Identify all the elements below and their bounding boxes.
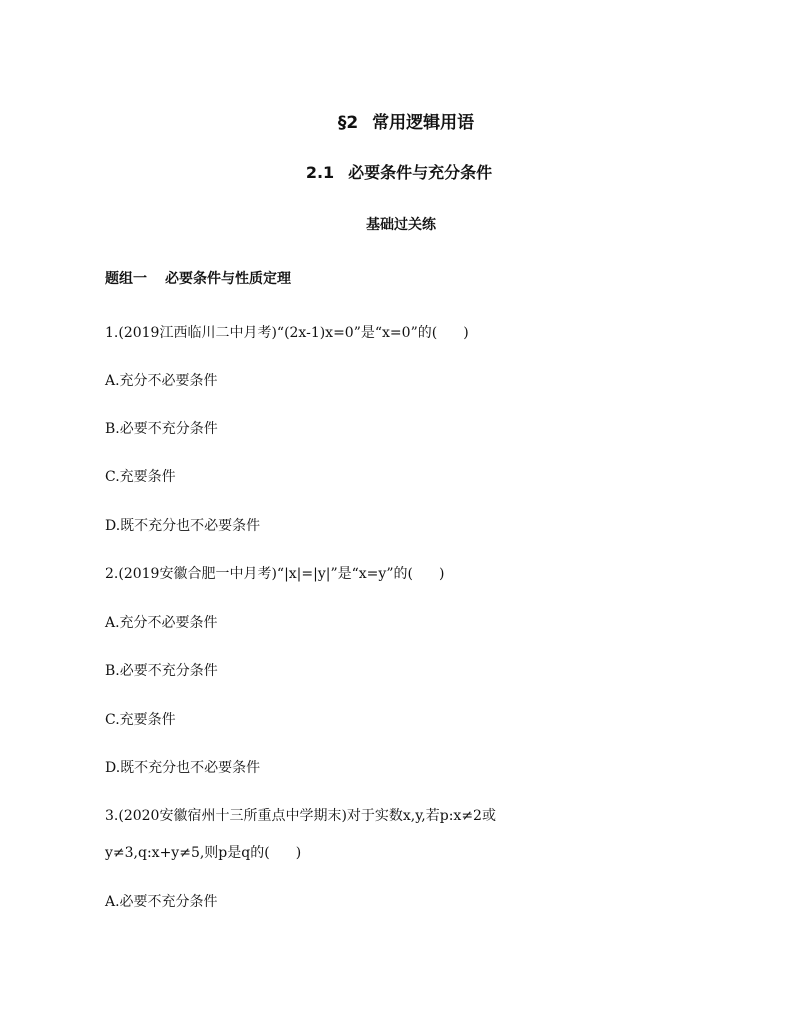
answer-paren-close: ) [295,845,302,861]
question-2-option-c: C.充要条件 [105,712,176,728]
question-2-option-d: D.既不充分也不必要条件 [105,760,261,776]
question-1-option-b: B.必要不充分条件 [105,421,218,437]
question-3-stem-line2 [105,842,301,862]
question-1-text: 1.(2019江西临川二中月考)“(2x-1)x=0”是“x=0”的( [105,325,438,341]
question-3-option-a: A.必要不充分条件 [105,894,218,910]
subsection-number: 2.1 [305,163,335,182]
question-2-text: 2.(2019安徽合肥一中月考)“|x|=|y|”是“x=y”的( [105,566,413,582]
section-heading [0,108,794,133]
section-number: §2 [337,113,359,133]
question-2-stem [105,563,444,583]
exercise-title: 基础过关练 [366,217,436,233]
answer-paren-close: ) [438,566,445,582]
group-heading [105,268,291,288]
question-1-option-a: A.充分不必要条件 [105,373,218,389]
question-3-stem: 3.(2020安徽宿州十三所重点中学期末)对于实数x,y,若p:x≠2或 [105,808,496,824]
question-2-option-b: B.必要不充分条件 [105,663,218,679]
subsection-heading [0,160,794,183]
group-label: 题组一 [105,271,147,287]
group-title: 必要条件与性质定理 [165,271,291,287]
question-3-text-line2: y≠3,q:x+y≠5,则p是q的( [105,845,270,861]
answer-paren-close: ) [463,325,469,341]
question-1-option-c: C.充要条件 [105,469,176,485]
question-2-option-a: A.充分不必要条件 [105,615,218,631]
question-1-stem [105,322,469,342]
question-1-option-d: D.既不充分也不必要条件 [105,518,261,534]
subsection-title: 必要条件与充分条件 [348,163,493,182]
section-title: 常用逻辑用语 [372,113,475,133]
